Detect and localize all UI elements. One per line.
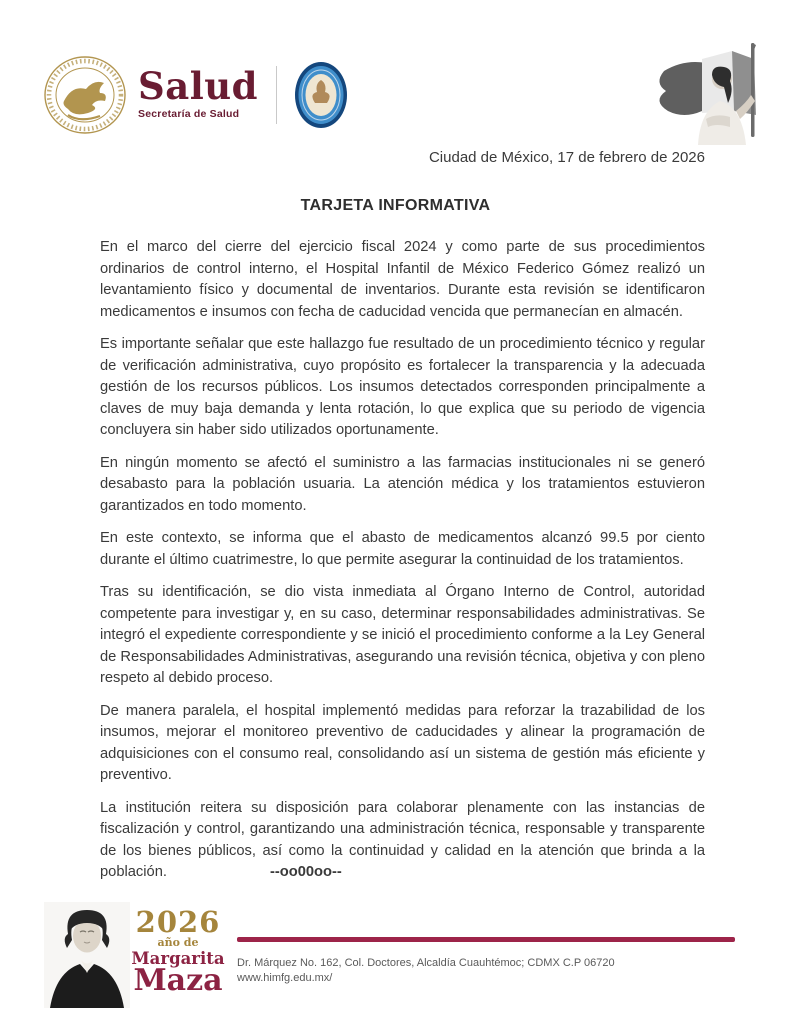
date-line: Ciudad de México, 17 de febrero de 2026 [428, 149, 705, 166]
website-line: www.himfg.edu.mx/ [237, 972, 333, 984]
header-logos [42, 55, 349, 135]
national-emblem-icon [42, 55, 128, 135]
footer-address-block [237, 956, 615, 986]
paragraph-7-text: La institución reitera su disposición para colaborar plenamente con las instancias de fiscalización y control, garantizando una administración técnica, responsable y transparente de los bienes públicos, así como la continuidad y calidad en la atención que brinda a la población. [100, 799, 705, 880]
year-logo [124, 905, 232, 998]
brand-title: Salud [138, 63, 259, 108]
footer-divider-rule [237, 937, 735, 942]
document-body [100, 237, 705, 895]
paragraph-2: Es importante señalar que este hallazgo fue resultado de un procedimiento técnico y regular de verificación administrativa, cuyo propósito es fortalecer la transparencia y la adecuada gestión de los recursos públicos. Los insumos detectados corresponden principalmente a claves de muy baja demanda y lenta rotación, lo que explica que su periodo de vigencia concluyera sin haber sido utilizados oportunamente. [100, 336, 705, 438]
paragraph-4: En este contexto, se informa que el abasto de medicamentos alcanzó 99.5 por ciento durante el último cuatrimestre, lo que permite asegurar la continuidad de los tratamientos. [100, 530, 705, 568]
margarita-maza-portrait [44, 902, 130, 1008]
year-logo-name1: Margarita [131, 949, 225, 968]
paragraph-3: En ningún momento se afectó el suministro a las farmacias institucionales ni se generó desabasto para la población usuaria. La atención médica y los tratamientos estuvieron garantizados en todo momento. [100, 454, 705, 514]
document-title: TARJETA INFORMATIVA [300, 197, 491, 214]
brand-subtitle: Secretaría de Salud [138, 107, 240, 120]
closing-mark: --oo00oo-- [269, 864, 342, 880]
paragraph-1: En el marco del cierre del ejercicio fiscal 2024 y como parte de sus procedimientos ordinarios de control interno, el Hospital Infantil de México Federico Gómez realizó un levantamiento físico y documental de inventarios. Durante esta revisión se identificaron medicamentos e insumos con fecha de caducidad vencida que permanecían en almacén. [100, 239, 705, 320]
year-logo-name2: Maza [133, 963, 223, 998]
paragraph-6: De manera paralela, el hospital implementó medidas para reforzar la trazabilidad de los insumos, mejorar el monitoreo preventivo de caducidades y alinear la programación de adquisiciones con el consumo real, consolidando así un sistema de gestión más eficiente y preventivo. [100, 702, 705, 783]
address-line: Dr. Márquez No. 162, Col. Doctores, Alcaldía Cuauhtémoc; CDMX C.P 06720 [237, 957, 615, 969]
logo-divider [276, 66, 277, 124]
paragraph-7 [100, 798, 705, 884]
flag-bearer-image [650, 33, 788, 145]
paragraph-5: Tras su identificación, se dio vista inmediata al Órgano Interno de Control, autoridad competente para investigar y, en su caso, determinar responsabilidades administrativas. Se integró el expediente correspondiente y se inició el procedimiento conforme a la Ley General de Responsabilidades Administrativas, asegurando una revisión técnica, objetiva y con pleno respeto al debido proceso. [100, 584, 706, 686]
year-logo-year: 2026 [135, 905, 221, 939]
hospital-seal-icon [293, 60, 349, 130]
secretaria-salud-logo [138, 63, 259, 120]
year-logo-sub: año de [157, 936, 199, 949]
